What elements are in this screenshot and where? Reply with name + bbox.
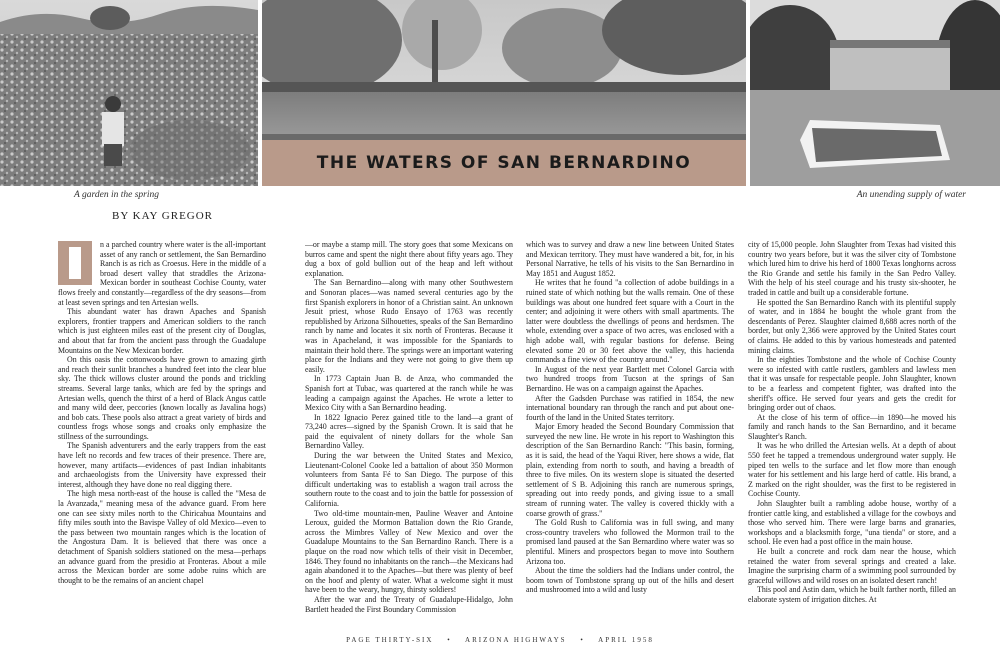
page-number: PAGE THIRTY-SIX [346, 636, 434, 644]
photo-garden [0, 0, 258, 186]
paragraph: In 1773 Captain Juan B. de Anza, who commanded the Spanish fort at Tubac, was quartered at the ranch while he was leading a campaign against the Apaches. He wrote a letter to Mexico City with a San Bernardino heading. [305, 374, 513, 413]
caption-water: An unending supply of water [856, 190, 966, 200]
footer-separator: • [447, 636, 452, 644]
paragraph: It was he who drilled the Artesian wells. At a depth of about 550 feet he tapped a tremendous underground water supply. He piped ten wells to the surface and let flow more than enough water for his settlement and his large herd of cattle. His brand, a Z marked on the right shoulder, was the first to be registered in Cochise County. [748, 441, 956, 499]
paragraph: This pool and Astin dam, which he built farther north, filled an elaborate system of irrigation ditches. At [748, 585, 956, 604]
paragraph: Two old-time mountain-men, Pauline Weaver and Antoine Leroux, guided the Mormon Battalion down the Rio Grande, across the Mimbres Valley of New Mexico and over the Guadalupe Mountains to the San Bernardino Ranch. There is a plaque on the road now which tells of their visit in December, 1846. They found no inhabitants on the ranch—the Mexicans had again abandoned it to the Apaches—but there was plenty of beef on the hoof and plenty of water. What a welcome sight it must have been to the weary, hungry, thirsty soldiers! [305, 508, 513, 595]
paragraph: The Gold Rush to California was in full swing, and many cross-country travelers who followed the Mormon trail to the promised land paused at the San Bernardino where water was so plentiful. Miners and prospectors began to move into Southern Arizona too. [526, 518, 734, 566]
paragraph: —or maybe a stamp mill. The story goes that some Mexicans on burros came and spent the night there about fifty years ago. They dug a box of gold bullion out of the heap and left without explanation. [305, 240, 513, 278]
paragraph: After the Gadsden Purchase was ratified in 1854, the new international boundary ran through the ranch and put about one-fourth of the land in the United States territory. [526, 393, 734, 422]
paragraph: which was to survey and draw a new line between United States and Mexican territory. They must have wandered a bit, for, in his Personal Narrative, he tells of his visits to the San Bernardino in May 1851 and August 1852. [526, 240, 734, 278]
paragraph: John Slaughter built a rambling adobe house, worthy of a frontier cattle king, and established a village for the cowboys and those who served him. There were large barns and granaries, workshops and a blacksmith forge, "una tienda" or store, and a school. He even had a post office in the main house. [748, 499, 956, 547]
photo-tank [750, 0, 1000, 186]
article-title: THE WATERS OF SAN BERNARDINO [316, 153, 692, 173]
caption-garden: A garden in the spring [74, 190, 159, 200]
paragraph: In the eighties Tombstone and the whole of Cochise County were so infested with cattle rustlers, gamblers and lawless men that it was unsafe for respectable people. John Slaughter, known to be a fearless and competent fighter, was drafted into the sheriff's office. He served four years and gets the credit for bringing order out of chaos. [748, 355, 956, 413]
title-band [262, 140, 746, 186]
paragraph: In 1822 Ignacio Perez gained title to the land—a grant of 73,240 acres—signed by the Spanish Crown. It is said that he paid the equivalent of ninety dollars for the whole San Bernardino Valley. [305, 412, 513, 451]
paragraph: About the time the soldiers had the Indians under control, the boom town of Tombstone sprang up out of the hills and desert and mushroomed into a wild and lusty [526, 566, 734, 595]
text-column-2 [305, 240, 513, 628]
paragraph: city of 15,000 people. John Slaughter from Texas had visited this country two years before, but it was the silver city of Tombstone which lured him to drive his herd of 1800 Texas longhorns across the Rio Grande and settle his family in the San Pedro Valley. With the help of his steel courage and his trusty six-shooter, he traded in cattle and built up a considerable fortune. [748, 240, 956, 297]
byline: BY KAY GREGOR [112, 210, 214, 222]
paragraph: This abundant water has drawn Apaches and Spanish explorers, frontier trappers and American soldiers to the ranch which is just eighteen miles east of the present city of Douglas, and about that far from the ancient pass through the Guadalupe Mountains on the New Mexican border. [58, 307, 266, 355]
paragraph: In August of the next year Bartlett met Colonel Garcia with two hundred troops from Tucson at the springs of San Bernardino. He was on a campaign against the Apaches. [526, 364, 734, 393]
footer-separator: • [580, 636, 585, 644]
paragraph: The San Bernardino—along with many other Southwestern and Sonoran places—was named several centuries ago by the first Spanish explorers in honor of a Christian saint. An unknown Jesuit priest, whose Rudo Ensayo of 1763 was recently republished by Arizona Silhouettes, speaks of the San Bernardino ranch by name and locates it six north of Fronteras. Because it was in Apacheland, it was impossible for the Spaniards to maintain their hold there. The springs were an important watering place for the Indians and they were not going to give them up easily. [305, 278, 513, 374]
paragraph: He writes that he found "a collection of adobe buildings in a ruined state of which nothing but the walls remain. One of these buildings was about one hundred feet square with a Court in the center; and adjoining it were others with small apartments. The latter were doubtless the dwellings of peons and herdsmen. The whole, extending over a space of two acres, was enclosed with a high adobe wall, with regular bastions for defense. Being elevated some 20 or 30 feet above the valley, this hacienda commands a fine view of the country around." [526, 278, 734, 365]
magazine-name: ARIZONA HIGHWAYS [465, 636, 567, 644]
paragraph: He built a concrete and rock dam near the house, which retained the water from several springs and created a lake. Imagine the surprising charm of a swimming pool surrounded by graceful willows and wild roses on an isolated desert ranch! [748, 547, 956, 585]
paragraph: n a parched country where water is the all-important asset of any ranch or settlement, the San Bernardino Ranch is as rich as Croesus. Here in the middle of a broad desert valley that straddles the Arizona-Mexican border in southeast Cochise County, water flows freely and constantly—regardless of the dry seasons—from at least seven springs and ten Artesian wells. [58, 240, 266, 307]
page-footer [0, 636, 1000, 644]
dropcap [58, 241, 92, 285]
paragraph: The Spanish adventurers and the early trappers from the east have left no records and few traces of their presence. There are, however, many artifacts—evidences of past Indian inhabitants and archaeologists from the University have expressed their interest, although they have done no real digging there. [58, 441, 266, 489]
text-column-4 [748, 240, 956, 628]
paragraph: He spotted the San Bernardino Ranch with its plentiful supply of water, and in 1884 he bought the whole grant from the descendants of Perez. Slaughter claimed 8,688 acres north of the border, but only 2,366 were approved by the United States court of claims. He added to this by various homesteads and patented mining claims. [748, 297, 956, 355]
paragraph: Major Emory headed the Second Boundary Commission that surveyed the new line. He wrote in his report to Washington this description of the San Bernardino Ranch: "This basin, forming, as it is said, the head of the Yaqui River, here shows a wide, flat plain, extending from north to south, and having a breadth of three to five miles. On its western slope is situated the deserted settlement of S B. Adjoining this ranch are numerous springs, spreading out into reedy ponds, and giving issue to a small stream of running water. The valley is covered thickly with a coarse growth of grass." [526, 422, 734, 518]
paragraph: The high mesa north-east of the house is called the "Mesa de la Avanzada," meaning mesa of the advance guard. From here one can see sixty miles north to the Chiricahua Mountains and fifty miles south into the Bavispe Valley of old Mexico—even to the pass between two mountain ranges which is the location of the Angostura Dam. It is believed that there was once a detachment of Spanish soldiers stationed on the mesa—perhaps an advance guard from the presidio at Fronteras. About a mile across the Mexican border are some adobe ruins which are thought to be the remains of an ancient chapel [58, 489, 266, 585]
text-column-3 [526, 240, 734, 628]
text-column-1 [58, 240, 266, 628]
paragraph: At the close of his term of office—in 1890—he moved his family and ranch hands to the San Bernardino, and it became Slaughter's Ranch. [748, 412, 956, 441]
paragraph: During the war between the United States and Mexico, Lieutenant-Colonel Cooke led a battalion of about 350 Mormon volunteers from Santa Fé to San Diego. The purpose of this difficult undertaking was to establish a wagon trail across the southern route to the coast and to join the battle for possession of California. [305, 451, 513, 509]
paragraph: On this oasis the cottonwoods have grown to amazing girth and reach their sunlit branches a hundred feet into the clear blue sky. The thick willows cluster around the ponds and trickling streams. Several large tanks, which are fed by the springs and Artesian wells, quench the thirst of a herd of Black Angus cattle and many wild deer, peccories (known locally as Javalina hogs) and bob cats. These pools also attract a great variety of birds and countless frogs whose songs and croaks only emphasize the stillness of the surroundings. [58, 355, 266, 441]
issue-date: APRIL 1958 [598, 636, 654, 644]
paragraph: After the war and the Treaty of Guadalupe-Hidalgo, John Bartlett headed the First Boundary Commission [305, 594, 513, 614]
